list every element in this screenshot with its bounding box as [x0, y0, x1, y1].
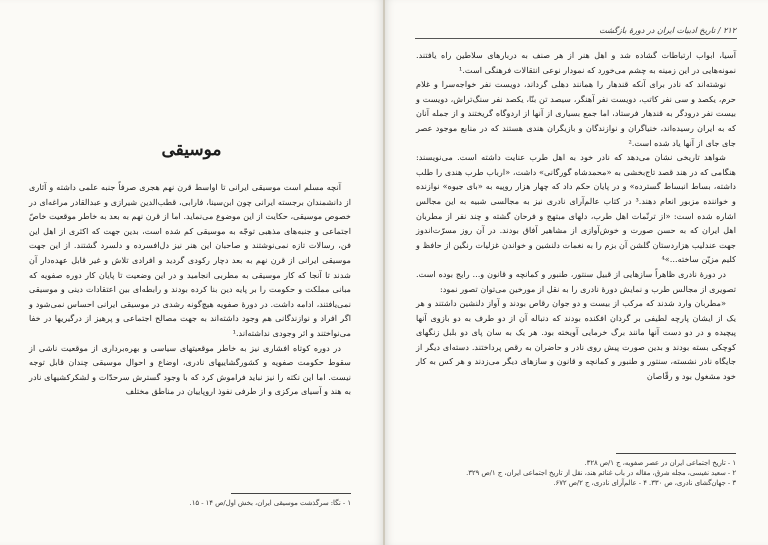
paragraph: آسیا، ابواب ارتباطات گشاده شد و اهل هنر از هر صنف به دربارهای سلاطین راه یافتند. نمونه‌هایی در این زمینه به چشم می‌خورد که نمودار نوعی انتقالات فرهنگی است.¹ — [416, 50, 736, 75]
left-body-text — [29, 180, 351, 399]
paragraph: نوشته‌اند که نادر برای آنکه قندهار را همانند دهلی گرداند، دویست نفر خواجه‌سرا و غلام حرم، یکصد و سی نفر کاتب، دویست نفر آهنگر، سیصد تن بنّا، یکصد نفر سنگ‌تراش، دویست و بیست نفر درودگر به قندهار فرستاد، اما جمع بسیاری از آنها از اردوگاه گریختند و از جمله آنان که به ایران رسیده‌اند، خنیاگران و نوازندگان و بازیگران هندی هستند که در منابع موجود عصر جای جای از آنها یاد شده است.² — [416, 79, 736, 148]
paragraph: آنچه مسلم است موسیقی ایرانی تا اواسط قرن نهم هجری صرفاً جنبه علمی داشته و آثاری از دانشمندان برجسته ایرانی چون ابن‌سینا، فارابی، قطب‌الدین شیرازی و عبدالقادر مراغه‌ای در خصوص موسیقی، حکایت از این موضوع می‌نماید. اما از قرن نهم به بعد به خاطر موقعیت خاصّ اجتماعی و جنبه‌های مذهبی توجّه به موسیقی کم شده است، بدین جهت که اکثری از اهل این فن، رسالات تازه نمی‌نوشتند و صاحبان این هنر نیز دل‌افسرده و دلسرد گشتند. از این جهت موسیقی ایرانی از قرن نهم به بعد دچار رکودی گردید و افرادی تلاش و غیر قابل عهده‌دار آن شدند تا آنجا که کار موسیقی به مطربی انجامید و در این وضعیت تا پایان کار دوره صفویه که مبانی مملکت و حکومت را بر پایه دین بنا کرده بودند و رابطه‌ای بین اعتقادات دینی و موسیقی نمی‌یافتند، ادامه داشت. در دورهٔ صفویه هیچ‌گونه رشدی در موسیقی ایرانی احساس نمی‌شود و اگر افراد و نوازندگانی هم وجود داشته‌اند به جهت مصالح اجتماعی و پرهیز از درگیریها در خفا می‌نواختند و اثر وجودی نداشته‌اند.¹ — [29, 182, 351, 338]
header-rule — [415, 38, 737, 39]
footnote: ۱ - تاریخ اجتماعی ایران در عصر صفویه، ج ۱/ص ۳۲۸. — [584, 459, 736, 467]
section-title: موسیقی — [161, 140, 222, 160]
right-page — [385, 0, 768, 545]
running-header: ۲۱۲ / تاریخ ادبیات ایران در دورهٔ بازگشت — [599, 26, 736, 35]
footnote: ۲ - سعید نفیسی، مجله شرق، مقاله در باب غنائم هند، نقل از تاریخ اجتماعی ایران، ج ۱/ص ۳۲۹. — [466, 469, 736, 477]
paragraph: در دوره کوتاه افشاری نیز به خاطر موقعیتهای سیاسی و بهره‌برداری از موقعیت ناشی از سقوط حکومت صفویه و کشورگشاییهای نادری، اوضاع و احوال موسیقی چندان قابل توجه نیست. اما این نکته را نیز نباید فراموش کرد که با وجود گسترش سرحدّات و لشکرکشیهای نادر به هند و آسیای مرکزی و از طرفی نفوذ اروپاییان در مناطق مختلف — [29, 342, 351, 397]
footnote-rule — [616, 453, 736, 454]
footnote: ۳ - جهان‌گشای نادری، ص ۳۳۰. ۴ - عالم‌آرای نادری، ج ۲/ص ۶۷۲. — [553, 479, 736, 487]
footnote-rule — [231, 493, 351, 494]
paragraph: شواهد تاریخی نشان می‌دهد که نادر خود به اهل طرب عنایت داشته است. می‌نویسند: هنگامی که در هند قصد تاج‌بخشی به «محمدشاه گورگانی» داشت، «ارباب طرب هندی را طلب داشته، بساط انبساط گسترده» و در پایان حکم داد که چهار هزار روپیه به «بای جیوه» نوازنده و خواننده مزبور انعام دهند.³ در کتاب عالم‌آرای نادری نیز به مجالسی شبیه به این مجالس اشاره شده است: «از ترنّمات اهل طرب، دلهای مبتهج و فرحان گشته و چند نفر از مطربان اهل ایران که به حسن صورت و خوش‌آوازی از مشاهیر آفاق بودند. در آن روز مسرّت‌اندوز جهت عندلیب هزاردستان گلشن آن بزم را به نغمات دلنشین و خواندن غزلیات رنگین از حافظ و کلیم مزیّن ساخته...»⁴ — [416, 152, 736, 265]
footnote: ۱ - نگا: سرگذشت موسیقی ایران، بخش اول/ص ۱۴ - ۱۵. — [189, 499, 351, 507]
paragraph: در دورهٔ نادری ظاهراً سازهایی از قبیل سنتور، طنبور و کمانچه و قانون و... رایج بوده است. تصویری از مجالس طرب و نمایش دورهٔ نادری را به نقل از مورخین می‌توان تصور نمود: — [416, 268, 736, 294]
right-body-text — [416, 48, 736, 384]
right-footnotes — [416, 458, 736, 488]
paragraph: «مطربان وارد شدند که مرکب از بیست و دو جوان رقاص بودند و آواز دلنشین داشتند و هر یک از ایشان پارچه لطیفی بر گردان افکنده بودند که دنباله آن از دو طرف به دو بازوی آنها پیچیده و در دو دست آنها مانند برگ خرمایی آویخته بود. هر یک به سان پای دو بلبل زنگهای کوچکی بسته بودند و بدین صورت پیش روی نادر و حاضران به رقص پرداختند. دسته‌ای دیگر از جایگاه نادر نشسته، سنتور و طنبور و کمانچه و قانون و سازهای دیگر می‌زدند و هر کس به کار خود مشغول بود و رقّاصان — [416, 298, 736, 382]
left-footnotes — [31, 498, 351, 508]
